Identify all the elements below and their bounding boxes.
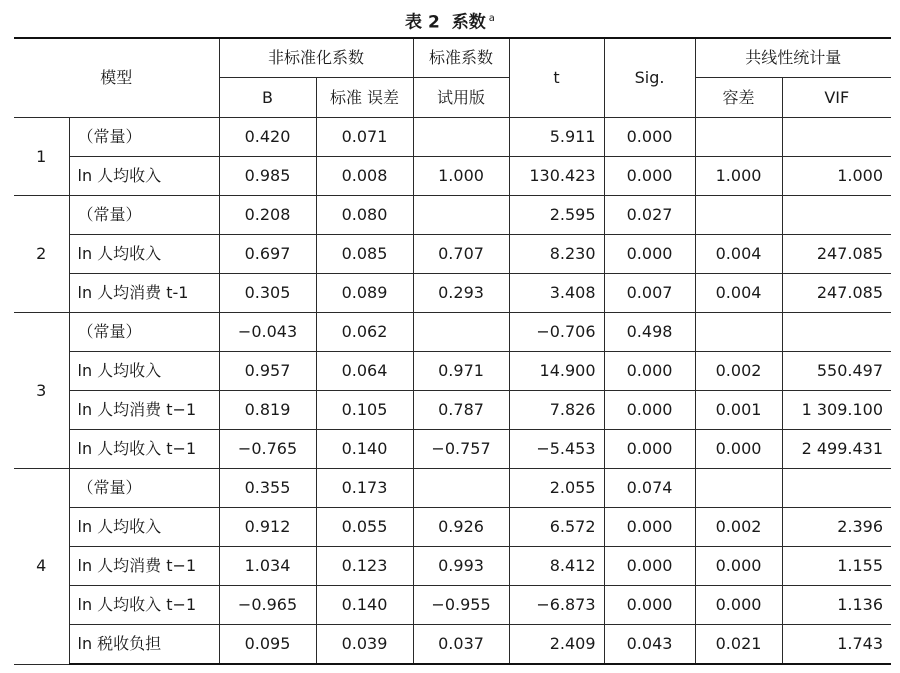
sig-cell: 0.000 (604, 118, 695, 157)
vif-cell: 247.085 (782, 235, 891, 274)
t-cell: 5.911 (509, 118, 604, 157)
variable-cell: ln 人均消费 t−1 (69, 547, 219, 586)
variable-cell: （常量） (69, 118, 219, 157)
beta-cell: 0.293 (413, 274, 509, 313)
variable-cell: （常量） (69, 313, 219, 352)
beta-cell: 0.707 (413, 235, 509, 274)
tolerance-cell (695, 313, 782, 352)
variable-cell: ln 人均收入 (69, 352, 219, 391)
b-cell: 1.034 (219, 547, 316, 586)
header-b: B (219, 78, 316, 118)
vif-cell (782, 313, 891, 352)
sig-cell: 0.498 (604, 313, 695, 352)
t-cell: −6.873 (509, 586, 604, 625)
sig-cell: 0.000 (604, 586, 695, 625)
variable-cell: （常量） (69, 196, 219, 235)
model-number-cell: 2 (14, 196, 69, 313)
b-cell: 0.819 (219, 391, 316, 430)
vif-cell: 2.396 (782, 508, 891, 547)
tolerance-cell: 0.004 (695, 235, 782, 274)
header-sig: Sig. (604, 38, 695, 118)
tolerance-cell: 0.002 (695, 508, 782, 547)
table-caption (0, 8, 900, 34)
b-cell: 0.912 (219, 508, 316, 547)
footnote-marker: a (488, 13, 495, 24)
tolerance-cell: 0.000 (695, 586, 782, 625)
table-row (14, 586, 891, 625)
vif-cell (782, 469, 891, 508)
t-cell: 7.826 (509, 391, 604, 430)
b-cell: 0.697 (219, 235, 316, 274)
sig-cell: 0.027 (604, 196, 695, 235)
tolerance-cell: 0.004 (695, 274, 782, 313)
t-cell: −5.453 (509, 430, 604, 469)
b-cell: 0.985 (219, 157, 316, 196)
t-cell: 2.055 (509, 469, 604, 508)
header-beta: 试用版 (413, 78, 509, 118)
sig-cell: 0.074 (604, 469, 695, 508)
header-tolerance: 容差 (695, 78, 782, 118)
table-row (14, 196, 891, 235)
b-cell: 0.957 (219, 352, 316, 391)
table-row (14, 469, 891, 508)
vif-cell: 1.743 (782, 625, 891, 665)
std-error-cell: 0.140 (316, 586, 413, 625)
beta-cell: 0.993 (413, 547, 509, 586)
header-row-1 (14, 38, 891, 78)
table-row (14, 547, 891, 586)
variable-cell: ln 人均收入 (69, 508, 219, 547)
sig-cell: 0.000 (604, 235, 695, 274)
b-cell: −0.043 (219, 313, 316, 352)
t-cell: −0.706 (509, 313, 604, 352)
std-error-cell: 0.064 (316, 352, 413, 391)
tolerance-cell (695, 469, 782, 508)
tolerance-cell: 0.002 (695, 352, 782, 391)
table-row (14, 157, 891, 196)
table-row (14, 274, 891, 313)
t-cell: 14.900 (509, 352, 604, 391)
std-error-cell: 0.173 (316, 469, 413, 508)
std-error-cell: 0.008 (316, 157, 413, 196)
variable-cell: ln 税收负担 (69, 625, 219, 665)
tolerance-cell: 0.000 (695, 430, 782, 469)
beta-cell: 0.037 (413, 625, 509, 665)
coefficients-table (14, 37, 891, 665)
t-cell: 2.409 (509, 625, 604, 665)
header-t: t (509, 38, 604, 118)
t-cell: 130.423 (509, 157, 604, 196)
header-vif: VIF (782, 78, 891, 118)
std-error-cell: 0.062 (316, 313, 413, 352)
vif-cell: 1.136 (782, 586, 891, 625)
table-row (14, 508, 891, 547)
table-label: 表 2 (405, 12, 440, 33)
b-cell: 0.208 (219, 196, 316, 235)
vif-cell: 1.155 (782, 547, 891, 586)
sig-cell: 0.007 (604, 274, 695, 313)
t-cell: 8.230 (509, 235, 604, 274)
variable-cell: ln 人均消费 t−1 (69, 391, 219, 430)
header-model: 模型 (14, 38, 219, 118)
header-collinearity: 共线性统计量 (695, 38, 891, 78)
table-row (14, 391, 891, 430)
std-error-cell: 0.140 (316, 430, 413, 469)
sig-cell: 0.000 (604, 430, 695, 469)
beta-cell: 0.926 (413, 508, 509, 547)
std-error-cell: 0.055 (316, 508, 413, 547)
table-row (14, 235, 891, 274)
tolerance-cell: 0.021 (695, 625, 782, 665)
b-cell: −0.765 (219, 430, 316, 469)
beta-cell (413, 469, 509, 508)
beta-cell: −0.757 (413, 430, 509, 469)
t-cell: 6.572 (509, 508, 604, 547)
b-cell: 0.095 (219, 625, 316, 665)
variable-cell: ln 人均收入 t−1 (69, 586, 219, 625)
tolerance-cell: 0.001 (695, 391, 782, 430)
beta-cell: −0.955 (413, 586, 509, 625)
beta-cell (413, 118, 509, 157)
vif-cell: 1.000 (782, 157, 891, 196)
sig-cell: 0.000 (604, 391, 695, 430)
variable-cell: ln 人均收入 t−1 (69, 430, 219, 469)
std-error-cell: 0.085 (316, 235, 413, 274)
vif-cell: 2 499.431 (782, 430, 891, 469)
tolerance-cell: 0.000 (695, 547, 782, 586)
sig-cell: 0.043 (604, 625, 695, 665)
table-row (14, 352, 891, 391)
tolerance-cell (695, 118, 782, 157)
sig-cell: 0.000 (604, 157, 695, 196)
table-row (14, 625, 891, 665)
vif-cell: 247.085 (782, 274, 891, 313)
table-row (14, 430, 891, 469)
std-error-cell: 0.071 (316, 118, 413, 157)
tolerance-cell (695, 196, 782, 235)
variable-cell: ln 人均收入 (69, 157, 219, 196)
table-title: 系数 (451, 12, 486, 33)
model-number-cell: 1 (14, 118, 69, 196)
t-cell: 3.408 (509, 274, 604, 313)
b-cell: −0.965 (219, 586, 316, 625)
beta-cell (413, 196, 509, 235)
std-error-cell: 0.080 (316, 196, 413, 235)
variable-cell: ln 人均收入 (69, 235, 219, 274)
beta-cell (413, 313, 509, 352)
tolerance-cell: 1.000 (695, 157, 782, 196)
std-error-cell: 0.039 (316, 625, 413, 665)
sig-cell: 0.000 (604, 352, 695, 391)
sig-cell: 0.000 (604, 547, 695, 586)
beta-cell: 1.000 (413, 157, 509, 196)
std-error-cell: 0.089 (316, 274, 413, 313)
std-error-cell: 0.123 (316, 547, 413, 586)
std-error-cell: 0.105 (316, 391, 413, 430)
header-std-error: 标准 误差 (316, 78, 413, 118)
vif-cell (782, 196, 891, 235)
sig-cell: 0.000 (604, 508, 695, 547)
b-cell: 0.355 (219, 469, 316, 508)
model-number-cell: 3 (14, 313, 69, 469)
t-cell: 8.412 (509, 547, 604, 586)
table-row (14, 313, 891, 352)
vif-cell: 1 309.100 (782, 391, 891, 430)
model-number-cell: 4 (14, 469, 69, 665)
beta-cell: 0.971 (413, 352, 509, 391)
beta-cell: 0.787 (413, 391, 509, 430)
header-standardized: 标准系数 (413, 38, 509, 78)
b-cell: 0.305 (219, 274, 316, 313)
vif-cell: 550.497 (782, 352, 891, 391)
header-unstandardized: 非标准化系数 (219, 38, 413, 78)
variable-cell: （常量） (69, 469, 219, 508)
b-cell: 0.420 (219, 118, 316, 157)
vif-cell (782, 118, 891, 157)
table-row (14, 118, 891, 157)
variable-cell: ln 人均消费 t-1 (69, 274, 219, 313)
t-cell: 2.595 (509, 196, 604, 235)
